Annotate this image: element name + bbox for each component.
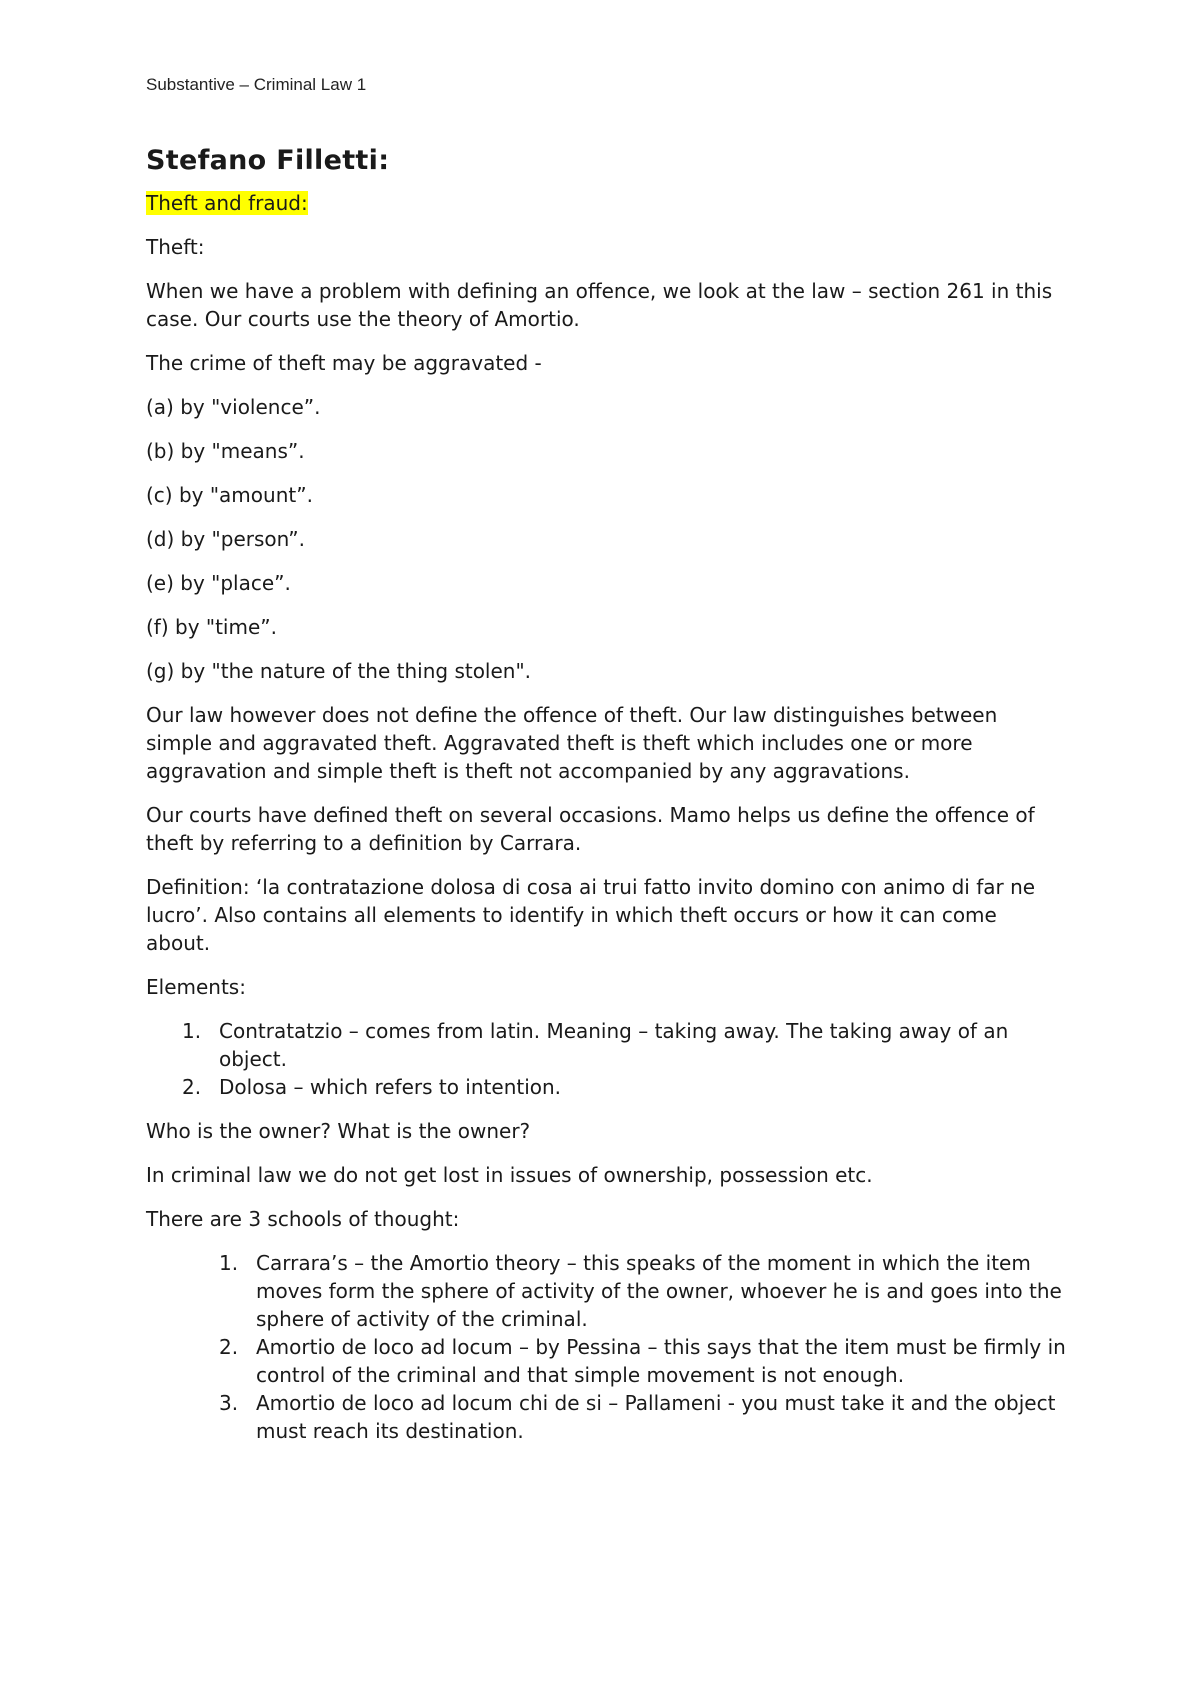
list-item xyxy=(146,1017,1066,1073)
list-number: 3. xyxy=(219,1391,239,1415)
aggravation-item: (g) by "the nature of the thing stolen". xyxy=(146,659,532,683)
aggravation-item: (a) by "violence”. xyxy=(146,395,321,419)
schools-list xyxy=(146,1249,1066,1445)
list-item-text: Amortio de loco ad locum chi de si – Pallameni - you must take it and the object must reach its destination. xyxy=(256,1391,1056,1443)
list-number: 1. xyxy=(219,1251,239,1275)
list-item xyxy=(146,1389,1066,1445)
list-item-text: Contratatzio – comes from latin. Meaning – taking away. The taking away of an object. xyxy=(219,1019,1009,1071)
aggravation-item: (e) by "place”. xyxy=(146,571,291,595)
aggravation-item: (f) by "time”. xyxy=(146,615,277,639)
paragraph: Who is the owner? What is the owner? xyxy=(146,1119,531,1143)
paragraph: There are 3 schools of thought: xyxy=(146,1207,460,1231)
elements-list xyxy=(146,1017,1066,1101)
running-header: Substantive – Criminal Law 1 xyxy=(146,75,367,94)
list-item-text: Dolosa – which refers to intention. xyxy=(219,1075,562,1099)
aggravation-item: (c) by "amount”. xyxy=(146,483,313,507)
aggravation-list xyxy=(146,393,1066,685)
aggravation-item: (d) by "person”. xyxy=(146,527,305,551)
list-number: 2. xyxy=(182,1075,202,1099)
paragraph: Our law however does not define the offence of theft. Our law distinguishes between simple and aggravated theft. Aggravated theft is theft which includes one or more aggravation and simple theft is theft not accompanied by any aggravations. xyxy=(146,703,998,783)
paragraph: Our courts have defined theft on several occasions. Mamo helps us define the offence of theft by referring to a definition by Carrara. xyxy=(146,803,1035,855)
list-item-text: Amortio de loco ad locum – by Pessina – this says that the item must be firmly in control of the criminal and that simple movement is not enough. xyxy=(256,1335,1066,1387)
list-item xyxy=(146,1073,1066,1101)
document-body xyxy=(146,143,1066,1461)
document-title: Stefano Filletti: xyxy=(146,145,390,176)
paragraph: The crime of theft may be aggravated - xyxy=(146,351,542,375)
list-item xyxy=(146,1249,1066,1333)
section-heading xyxy=(146,189,1066,217)
aggravation-item: (b) by "means”. xyxy=(146,439,305,463)
highlighted-heading: Theft and fraud: xyxy=(146,191,308,215)
list-number: 1. xyxy=(182,1019,202,1043)
paragraph: When we have a problem with defining an offence, we look at the law – section 261 in this case. Our courts use the theory of Amortio. xyxy=(146,279,1053,331)
paragraph: Definition: ‘la contratazione dolosa di cosa ai trui fatto invito domino con animo di far ne lucro’. Also contains all elements to identify in which theft occurs or how it can come about. xyxy=(146,875,1036,955)
paragraph: In criminal law we do not get lost in issues of ownership, possession etc. xyxy=(146,1163,873,1187)
subheading: Theft: xyxy=(146,235,205,259)
list-item xyxy=(146,1333,1066,1389)
list-number: 2. xyxy=(219,1335,239,1359)
list-item-text: Carrara’s – the Amortio theory – this speaks of the moment in which the item moves form the sphere of activity of the owner, whoever he is and goes into the sphere of activity of the criminal. xyxy=(256,1251,1062,1331)
elements-label: Elements: xyxy=(146,975,246,999)
